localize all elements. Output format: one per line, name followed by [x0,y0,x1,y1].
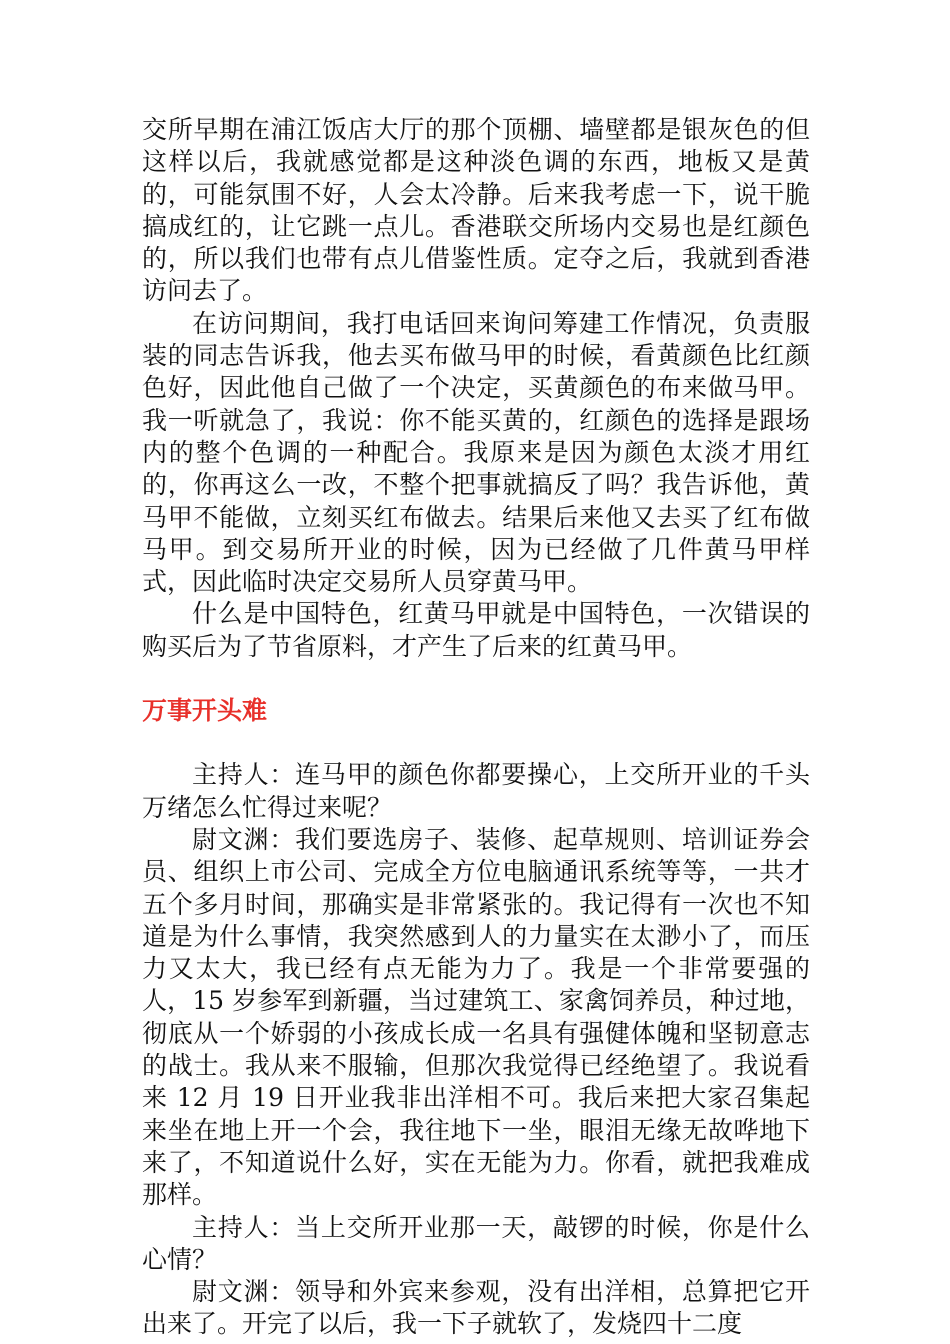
spacer [142,727,810,759]
paragraph-answer-1: 尉文渊：我们要选房子、装修、起草规则、培训证券会员、组织上市公司、完成全方位电脑通讯系统等等，一共才五个多月时间，那确实是非常紧张的。我记得有一次也不知道是为什么事情，我突然感到人的力量实在太渺小了，而压力又太大，我已经有点无能为力了。我是一个非常要强的人，15 岁参军到新疆，当过建筑工、家禽饲养员，种过地，彻底从一个娇弱的小孩成长成一名具有强健体魄和坚韧意志的战士。我从来不服输，但那次我觉得已经绝望了。我说看来 12 月 19 日开业我非出洋相不可。我后来把大家召集起来坐在地上开一个会，我往地下一坐，眼泪无缘无故哗地下来了，不知道说什么好，实在无能为力。你看，就把我难成那样。 [142,824,810,1210]
paragraph-answer-2: 尉文渊：领导和外宾来参观，没有出洋相，总算把它开出来了。开完了以后，我一下子就软了，发烧四十二度 [142,1277,810,1339]
document-page [142,114,810,1341]
paragraph-host-question-2: 主持人：当上交所开业那一天，敲锣的时候，你是什么心情？ [142,1212,810,1274]
section-heading: 万事开头难 [142,696,268,726]
spacer [142,663,810,673]
paragraph-chinese-characteristics: 什么是中国特色，红黄马甲就是中国特色，一次错误的购买后为了节省原料，才产生了后来的红黄马甲。 [142,599,810,661]
paragraph-visit: 在访问期间，我打电话回来询问筹建工作情况，负责服装的同志告诉我，他去买布做马甲的时候，看黄颜色比红颜色好，因此他自己做了一个决定，买黄颜色的布来做马甲。我一听就急了，我说：你不能买黄的，红颜色的选择是跟场内的整个色调的一种配合。我原来是因为颜色太淡才用红的，你再这么一改，不整个把事就搞反了吗？我告诉他，黄马甲不能做，立刻买红布做去。结果后来他又去买了红布做马甲。到交易所开业的时候，因为已经做了几件黄马甲样式，因此临时决定交易所人员穿黄马甲。 [142,308,810,597]
paragraph-continuation: 交所早期在浦江饭店大厅的那个顶棚、墙壁都是银灰色的但这样以后，我就感觉都是这种淡色调的东西，地板又是黄的，可能氛围不好，人会太冷静。后来我考虑一下，说干脆搞成红的，让它跳一点儿。香港联交所场内交易也是红颜色的，所以我们也带有点儿借鉴性质。定夺之后，我就到香港访问去了。 [142,115,810,306]
paragraph-host-question-1: 主持人：连马甲的颜色你都要操心，上交所开业的千头万绪怎么忙得过来呢？ [142,760,810,822]
